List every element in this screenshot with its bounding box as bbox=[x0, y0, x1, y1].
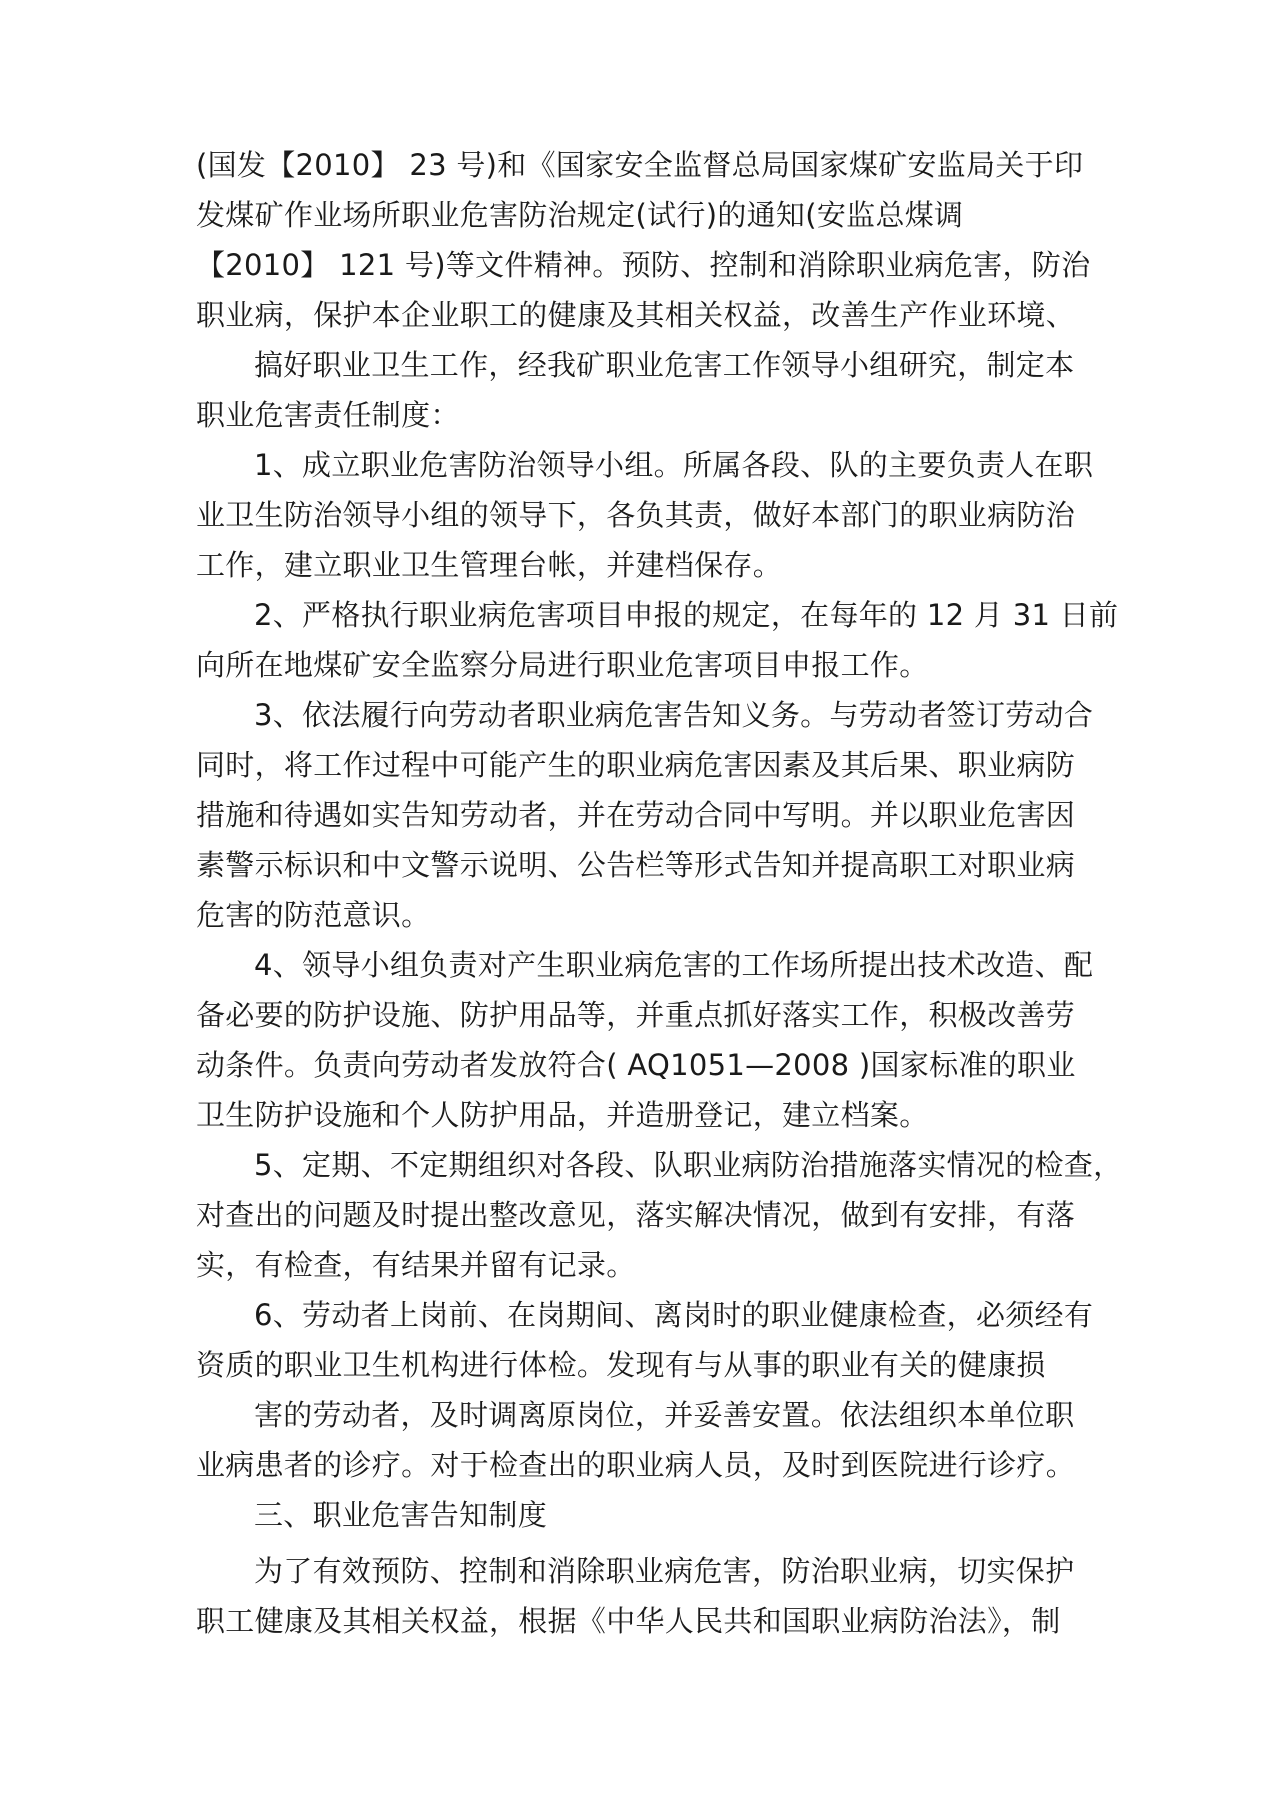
text-line: 1、成立职业危害防治领导小组。所属各段、队的主要负责人在职 bbox=[254, 448, 1094, 482]
text-line: 备必要的防护设施、防护用品等，并重点抓好落实工作，积极改善劳 bbox=[196, 998, 1076, 1032]
text-line: 业卫生防治领导小组的领导下，各负其责，做好本部门的职业病防治 bbox=[196, 498, 1076, 532]
text-line: 卫生防护设施和个人防护用品，并造册登记，建立档案。 bbox=[196, 1098, 929, 1132]
text-line: 措施和待遇如实告知劳动者，并在劳动合同中写明。并以职业危害因 bbox=[196, 798, 1076, 832]
text-line: 业病患者的诊疗。对于检查出的职业病人员，及时到医院进行诊疗。 bbox=[196, 1448, 1076, 1482]
text-line: 向所在地煤矿安全监察分局进行职业危害项目申报工作。 bbox=[196, 648, 929, 682]
text-line: 工作，建立职业卫生管理台帐，并建档保存。 bbox=[196, 548, 783, 582]
text-line: 资质的职业卫生机构进行体检。发现有与从事的职业有关的健康损 bbox=[196, 1348, 1046, 1382]
text-line: 实，有检查，有结果并留有记录。 bbox=[196, 1248, 636, 1282]
text-line: (国发【2010】 23 号)和《国家安全监督总局国家煤矿安监局关于印 bbox=[196, 148, 1084, 182]
text-line: 为了有效预防、控制和消除职业病危害，防治职业病，切实保护 bbox=[254, 1554, 1075, 1588]
text-line: 4、领导小组负责对产生职业病危害的工作场所提出技术改造、配 bbox=[254, 948, 1094, 982]
text-line: 职业危害责任制度： bbox=[196, 398, 460, 432]
text-line: 6、劳动者上岗前、在岗期间、离岗时的职业健康检查，必须经有 bbox=[254, 1298, 1094, 1332]
text-line: 职业病，保护本企业职工的健康及其相关权益，改善生产作业环境、 bbox=[196, 298, 1076, 332]
text-line: 发煤矿作业场所职业危害防治规定(试行)的通知(安监总煤调 bbox=[196, 198, 964, 232]
text-line: 【2010】 121 号)等文件精神。预防、控制和消除职业病危害，防治 bbox=[196, 248, 1091, 282]
text-line: 职工健康及其相关权益，根据《中华人民共和国职业病防治法》，制 bbox=[196, 1604, 1061, 1638]
text-line: 害的劳动者，及时调离原岗位，并妥善安置。依法组织本单位职 bbox=[254, 1398, 1075, 1432]
text-line: 动条件。负责向劳动者发放符合( AQ1051—2008 )国家标准的职业 bbox=[196, 1048, 1076, 1082]
text-line: 2、严格执行职业病危害项目申报的规定，在每年的 12 月 31 日前 bbox=[254, 598, 1119, 632]
text-line: 同时，将工作过程中可能产生的职业病危害因素及其后果、职业病防 bbox=[196, 748, 1076, 782]
text-line: 对查出的问题及时提出整改意见，落实解决情况，做到有安排，有落 bbox=[196, 1198, 1076, 1232]
section-heading: 三、职业危害告知制度 bbox=[254, 1498, 548, 1532]
text-line: 搞好职业卫生工作，经我矿职业危害工作领导小组研究，制定本 bbox=[254, 348, 1075, 382]
text-line: 5、定期、不定期组织对各段、队职业病防治措施落实情况的检查， bbox=[254, 1148, 1123, 1182]
text-line: 3、依法履行向劳动者职业病危害告知义务。与劳动者签订劳动合 bbox=[254, 698, 1094, 732]
text-line: 素警示标识和中文警示说明、公告栏等形式告知并提高职工对职业病 bbox=[196, 848, 1076, 882]
text-line: 危害的防范意识。 bbox=[196, 898, 431, 932]
body-text bbox=[196, 140, 1123, 1646]
